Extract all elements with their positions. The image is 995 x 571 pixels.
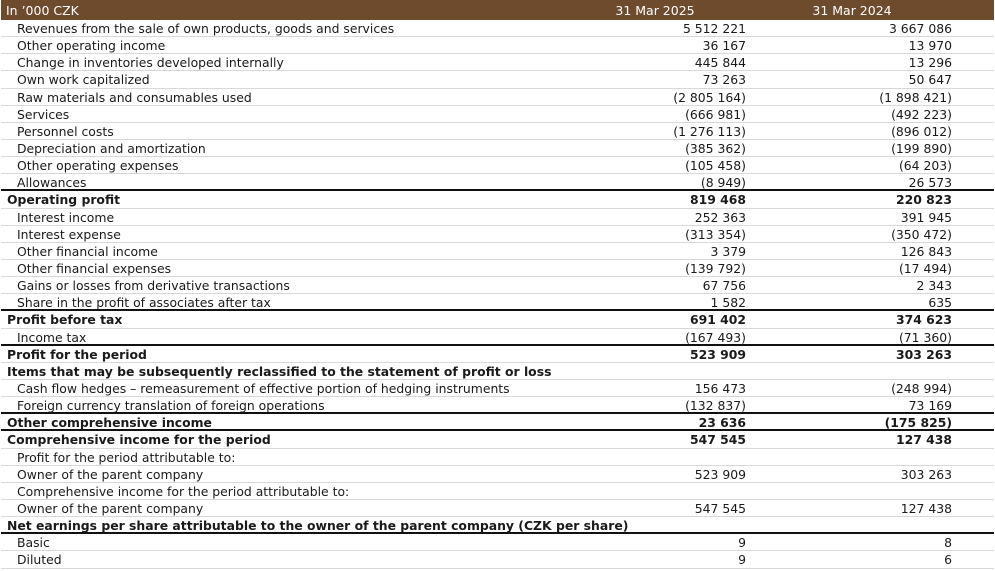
row-label: Personnel costs: [17, 123, 114, 139]
value-2025: (1 276 113): [673, 123, 746, 139]
value-2024: 127 438: [900, 500, 952, 516]
table-row: [1, 483, 994, 500]
value-2024: (17 494): [898, 260, 952, 276]
value-2024: 6: [944, 552, 952, 568]
table-row: [1, 209, 994, 226]
table-row: [1, 363, 994, 380]
table-row: [1, 311, 994, 328]
value-2024: 303 263: [895, 346, 952, 362]
value-2025: (666 981): [685, 106, 746, 122]
value-2024: 220 823: [895, 192, 952, 208]
table-row: [1, 123, 994, 140]
table-header: [1, 0, 994, 20]
table-row: [1, 37, 994, 54]
row-label: Profit for the period attributable to:: [17, 449, 236, 465]
value-2024: 374 623: [895, 312, 952, 328]
value-2025: (8 949): [700, 175, 746, 191]
table-row: [1, 140, 994, 157]
value-2024: (175 825): [884, 415, 952, 431]
row-label: Profit for the period: [7, 346, 147, 362]
value-2024: 126 843: [900, 243, 952, 259]
value-2024: (896 012): [891, 123, 952, 139]
header-col-2024: 31 Mar 2024: [812, 2, 892, 18]
row-label: Owner of the parent company: [17, 500, 204, 516]
value-2025: 9: [738, 552, 746, 568]
value-2025: 1 582: [710, 295, 746, 311]
value-2025: (105 458): [685, 158, 746, 174]
value-2024: (350 472): [891, 226, 952, 242]
value-2025: 67 756: [702, 278, 746, 294]
row-label: Diluted: [17, 552, 62, 568]
table-row: [1, 329, 994, 346]
value-2024: (1 898 421): [879, 89, 952, 105]
value-2025: 819 468: [689, 192, 746, 208]
row-label: Other financial expenses: [17, 260, 172, 276]
row-label: Other operating income: [17, 38, 166, 54]
value-2025: 5 512 221: [682, 21, 746, 36]
row-label: Income tax: [17, 329, 87, 345]
row-label: Operating profit: [7, 192, 121, 208]
table-row: [1, 346, 994, 363]
table-row: [1, 397, 994, 414]
value-2024: 127 438: [895, 432, 952, 448]
value-2024: 3 667 086: [888, 21, 952, 36]
value-2024: [746, 363, 952, 379]
row-label: Services: [17, 106, 70, 122]
row-label: Gains or losses from derivative transactions: [17, 278, 290, 294]
header-unit-label: In ’000 CZK: [6, 2, 79, 18]
row-label: Interest income: [17, 209, 115, 225]
row-label: Other financial income: [17, 243, 158, 259]
table-row: [1, 106, 994, 123]
table-row: [1, 380, 994, 397]
table-row: [1, 89, 994, 106]
value-2024: (248 994): [891, 380, 952, 396]
value-2024: 391 945: [900, 209, 952, 225]
value-2025: [546, 363, 746, 379]
value-2024: [746, 517, 952, 532]
value-2025: 73 263: [702, 72, 746, 88]
row-label: Foreign currency translation of foreign operations: [17, 398, 325, 414]
value-2025: 445 844: [694, 55, 746, 71]
row-label: Comprehensive income for the period: [7, 432, 271, 448]
table-row: [1, 500, 994, 517]
value-2025: [546, 449, 746, 465]
row-label: Owner of the parent company: [17, 466, 204, 482]
value-2025: 3 379: [710, 243, 746, 259]
value-2024: 13 296: [908, 55, 952, 71]
row-label: Allowances: [17, 175, 87, 191]
header-col-2025: 31 Mar 2025: [615, 2, 695, 18]
table-row: [1, 54, 994, 71]
value-2024: 8: [944, 535, 952, 551]
value-2024: 303 263: [900, 466, 952, 482]
value-2024: 635: [928, 295, 952, 311]
row-label: Other operating expenses: [17, 158, 179, 174]
table-row: [1, 20, 994, 37]
row-label: Net earnings per share attributable to the owner of the parent company (CZK per share): [7, 518, 629, 534]
row-label: Other comprehensive income: [7, 415, 212, 431]
row-label: Change in inventories developed internally: [17, 55, 284, 71]
row-label: Share in the profit of associates after tax: [17, 295, 271, 311]
table-row: [1, 260, 994, 277]
value-2025: [546, 483, 746, 499]
value-2025: 691 402: [689, 312, 746, 328]
row-label: Revenues from the sale of own products, goods and services: [17, 21, 395, 36]
row-label: Cash flow hedges – remeasurement of effective portion of hedging instruments: [17, 380, 510, 396]
value-2024: 50 647: [908, 72, 952, 88]
value-2024: 26 573: [908, 175, 952, 191]
value-2025: (167 493): [685, 329, 746, 345]
value-2025: 23 636: [698, 415, 746, 431]
value-2025: [546, 517, 746, 532]
table-row: [1, 551, 994, 568]
table-row: [1, 157, 994, 174]
row-label: Depreciation and amortization: [17, 140, 206, 156]
table-body: [1, 20, 994, 569]
value-2025: (139 792): [685, 260, 746, 276]
table-row: [1, 294, 994, 311]
row-label: Own work capitalized: [17, 72, 150, 88]
row-label: Comprehensive income for the period attributable to:: [17, 483, 350, 499]
row-label: Basic: [17, 535, 50, 551]
table-row: [1, 466, 994, 483]
value-2024: (71 360): [898, 329, 952, 345]
value-2024: (64 203): [898, 158, 952, 174]
table-row: [1, 431, 994, 448]
value-2024: 2 343: [916, 278, 952, 294]
value-2025: (132 837): [685, 398, 746, 414]
table-row: [1, 414, 994, 431]
value-2025: 36 167: [702, 38, 746, 54]
table-row: [1, 71, 994, 88]
row-label: Items that may be subsequently reclassified to the statement of profit or loss: [7, 363, 552, 379]
value-2025: 547 545: [694, 500, 746, 516]
table-row: [1, 534, 994, 551]
value-2024: [746, 483, 952, 499]
value-2025: 547 545: [689, 432, 746, 448]
income-statement-table: [1, 0, 994, 569]
value-2024: (492 223): [891, 106, 952, 122]
value-2025: 252 363: [694, 209, 746, 225]
value-2025: (2 805 164): [673, 89, 746, 105]
row-label: Raw materials and consumables used: [17, 89, 252, 105]
table-row: [1, 243, 994, 260]
value-2024: (199 890): [891, 140, 952, 156]
value-2024: 73 169: [908, 398, 952, 414]
row-label: Interest expense: [17, 226, 121, 242]
value-2025: 156 473: [694, 380, 746, 396]
value-2024: 13 970: [908, 38, 952, 54]
value-2025: (385 362): [685, 140, 746, 156]
table-row: [1, 174, 994, 191]
value-2024: [746, 449, 952, 465]
table-row: [1, 517, 994, 534]
value-2025: 523 909: [689, 346, 746, 362]
table-row: [1, 191, 994, 208]
table-row: [1, 277, 994, 294]
value-2025: 523 909: [694, 466, 746, 482]
value-2025: (313 354): [685, 226, 746, 242]
table-row: [1, 226, 994, 243]
table-row: [1, 449, 994, 466]
value-2025: 9: [738, 535, 746, 551]
row-label: Profit before tax: [7, 312, 123, 328]
